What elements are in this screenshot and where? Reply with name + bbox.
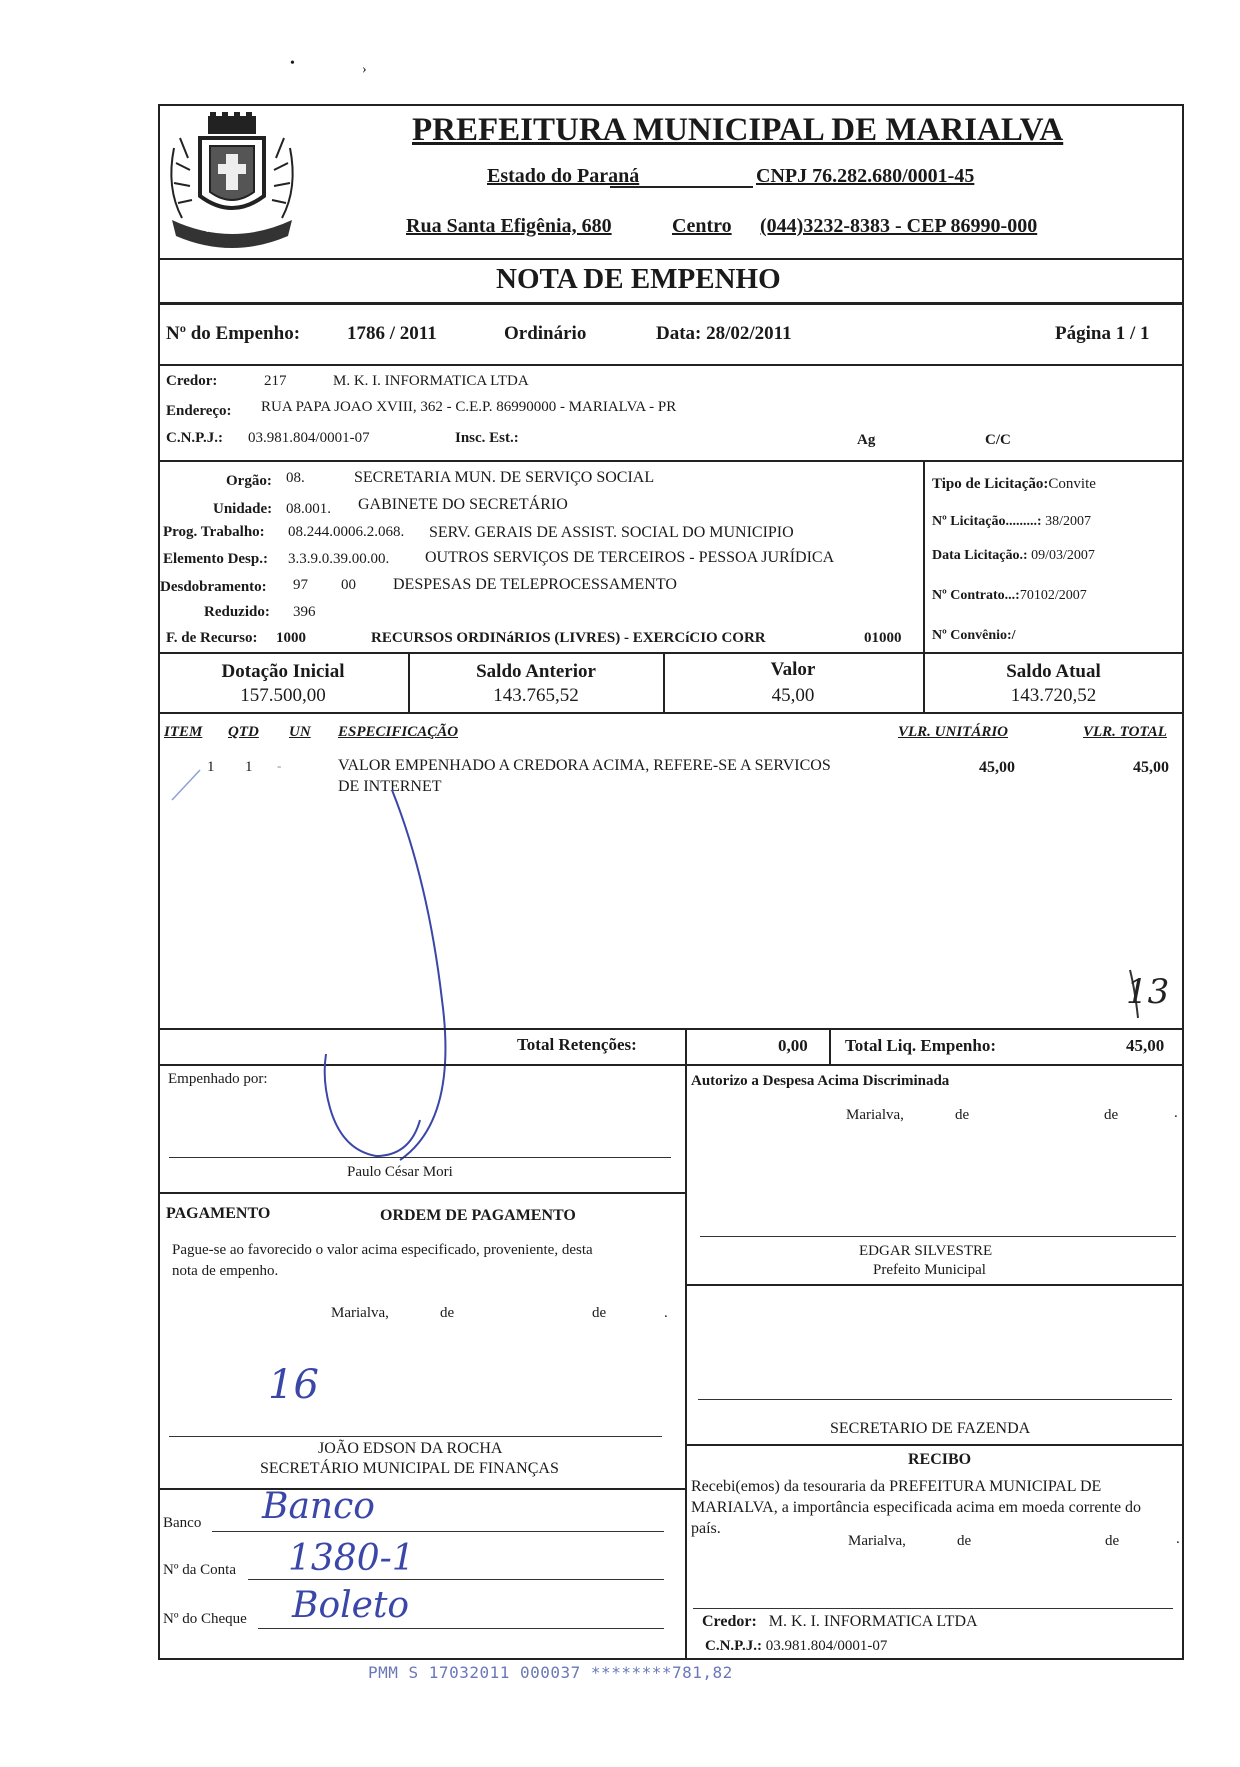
coat-of-arms-icon: [162, 108, 302, 258]
item-unit-value: 45,00: [979, 759, 1015, 776]
recibo-line2: MARIALVA, a importância especificada acima em moeda corrente do: [691, 1499, 1142, 1516]
col-item: ITEM: [164, 724, 203, 740]
divider-totals-2: [829, 1028, 831, 1064]
item-number: 1: [207, 759, 215, 775]
recibo-cnpj-label: C.N.P.J.:: [705, 1638, 762, 1654]
empenho-date: Data: 28/02/2011: [656, 323, 792, 344]
cheque-handwritten: Boleto: [292, 1585, 410, 1626]
seal-text: MARIALVA: [206, 224, 253, 234]
divider-credor: [158, 460, 1184, 462]
numero-licitacao-label: Nº Licitação.........:: [932, 514, 1042, 529]
pagamento-sign-line: [169, 1436, 662, 1437]
credor-cnpj: 03.981.804/0001-07: [248, 430, 370, 446]
reduzido-label: Reduzido:: [204, 604, 270, 620]
unidade-code: 08.001.: [286, 501, 331, 517]
col-spec: ESPECIFICAÇÃO: [338, 724, 459, 740]
pagamento-city: Marialva,: [331, 1305, 389, 1321]
prefeito-sign-line: [700, 1236, 1176, 1237]
reduzido-value: 396: [293, 604, 316, 620]
col-unit: VLR. UNITÁRIO: [898, 724, 1009, 740]
header-underline-gap: [610, 186, 753, 188]
empenhado-label: Empenhado por:: [168, 1071, 268, 1087]
desdobramento-b: 00: [341, 577, 356, 593]
header-phone-cep: (044)3232-8383 - CEP 86990-000: [760, 215, 1038, 237]
total-liq-label: Total Liq. Empenho:: [845, 1036, 996, 1055]
divider-lower-v: [685, 1064, 687, 1660]
recibo-credor: [702, 1613, 978, 1631]
header-cnpj: CNPJ 76.282.680/0001-45: [756, 165, 975, 187]
banco-handwritten: Banco: [262, 1486, 375, 1527]
autorizo-label: Autorizo a Despesa Acima Discriminada: [691, 1073, 950, 1089]
recibo-title: RECIBO: [908, 1451, 972, 1468]
total-retencoes-value: 0,00: [778, 1036, 808, 1055]
pagamento-de2: de: [592, 1305, 607, 1321]
recurso-num: 01000: [864, 630, 902, 646]
pagamento-text-line1: Pague-se ao favorecido o valor acima especificado, proveniente, desta: [172, 1242, 593, 1258]
divider-prefeito: [686, 1284, 1184, 1286]
elemento-name: OUTROS SERVIÇOS DE TERCEIROS - PESSOA JURÍDICA: [425, 549, 835, 566]
recibo-de1: de: [957, 1533, 972, 1549]
divider-title: [158, 302, 1184, 305]
pagamento-dot: .: [664, 1305, 668, 1321]
saldo-atual-value: 143.720,52: [1010, 685, 1097, 706]
elemento-code: 3.3.9.0.39.00.00.: [288, 551, 390, 567]
header-state: Estado do Paraná: [487, 165, 640, 187]
recurso-label: F. de Recurso:: [166, 630, 258, 646]
orgao-code: 08.: [286, 470, 305, 486]
saldo-atual-label: Saldo Atual: [1006, 661, 1101, 682]
empenho-label: Nº do Empenho:: [166, 323, 301, 344]
prog-label: Prog. Trabalho:: [163, 524, 265, 540]
pagamento-text-line2: nota de empenho.: [172, 1263, 279, 1279]
recurso-name: RECURSOS ORDINáRIOS (LIVRES) - EXERCíCIO CORR: [371, 630, 766, 646]
cheque-label: Nº do Cheque: [163, 1611, 247, 1627]
item-total-value: 45,00: [1133, 759, 1169, 776]
banco-line: [212, 1531, 664, 1532]
banco-label: Banco: [163, 1515, 202, 1531]
tipo-licitacao-value: Convite: [1048, 476, 1096, 492]
insc-label: Insc. Est.:: [455, 430, 519, 446]
elemento-label: Elemento Desp.:: [163, 551, 268, 567]
recurso-code: 1000: [276, 630, 306, 646]
prog-name: SERV. GERAIS DE ASSIST. SOCIAL DO MUNICIPIO: [429, 524, 794, 541]
col-total: VLR. TOTAL: [1083, 724, 1167, 740]
pagamento-label: PAGAMENTO: [166, 1205, 271, 1222]
doc-title: NOTA DE EMPENHO: [496, 263, 781, 295]
prefeito-role: Prefeito Municipal: [873, 1262, 986, 1278]
saldo-valor-value: 45,00: [771, 685, 815, 706]
conta-handwritten: 1380-1: [288, 1538, 415, 1579]
cheque-line: [258, 1628, 664, 1629]
recibo-cnpj: [705, 1638, 887, 1655]
divider-items: [158, 1028, 1184, 1030]
endereco-label: Endereço:: [166, 403, 232, 419]
prefeito-name: EDGAR SILVESTRE: [859, 1243, 993, 1259]
divider-totals-1: [685, 1028, 687, 1064]
credor-endereco: RUA PAPA JOAO XVIII, 362 - C.E.P. 86990000 - MARIALVA - PR: [261, 399, 677, 415]
convenio-label: Nº Convênio:/: [932, 628, 1016, 643]
unidade-name: GABINETE DO SECRETÁRIO: [358, 496, 568, 513]
handwritten-initials: 16: [268, 1362, 319, 1408]
orgao-name: SECRETARIA MUN. DE SERVIÇO SOCIAL: [354, 469, 655, 486]
header-address: Rua Santa Efigênia, 680: [406, 215, 612, 237]
header-title: PREFEITURA MUNICIPAL DE MARIALVA: [412, 112, 1064, 148]
ag-label: Ag: [857, 432, 876, 448]
autorizo-city: Marialva,: [846, 1107, 904, 1123]
item-un: -: [277, 758, 282, 773]
empenho-number: 1786 / 2011: [347, 323, 437, 344]
divider-empenho: [158, 364, 1184, 366]
autorizo-de2: de: [1104, 1107, 1119, 1123]
desdobramento-label: Desdobramento:: [160, 579, 267, 595]
numero-licitacao-value: 38/2007: [1045, 514, 1091, 529]
divider-budget: [158, 652, 1184, 654]
recibo-line1: Recebi(emos) da tesouraria da PREFEITURA MUNICIPAL DE: [691, 1478, 1102, 1495]
divider-header: [158, 258, 1184, 260]
cnpj-label: C.N.P.J.:: [166, 430, 223, 446]
divider-budget-v: [923, 460, 925, 652]
autorizo-dot: .: [1174, 1105, 1178, 1121]
handwritten-strokes-icon: [160, 740, 1190, 1170]
saldo-anterior-label: Saldo Anterior: [476, 661, 596, 682]
recibo-dot: .: [1176, 1531, 1180, 1547]
divider-totals: [158, 1064, 1184, 1066]
contrato-label: Nº Contrato...:: [932, 588, 1020, 603]
credor-code: 217: [264, 373, 287, 389]
unidade-label: Unidade:: [213, 501, 273, 517]
data-licitacao-label: Data Licitação.:: [932, 548, 1028, 563]
credor-name: M. K. I. INFORMATICA LTDA: [333, 373, 529, 389]
header-district: Centro: [672, 215, 732, 237]
pagamento-signer: JOÃO EDSON DA ROCHA: [318, 1440, 503, 1457]
conta-label: Nº da Conta: [163, 1562, 236, 1578]
top-stray-tick: ›: [362, 62, 367, 77]
recibo-cnpj-value: 03.981.804/0001-07: [765, 1638, 888, 1654]
numero-licitacao: [932, 514, 1091, 530]
empenho-page: Página 1 / 1: [1055, 323, 1150, 344]
top-stray-mark: •: [290, 56, 295, 71]
contrato: [932, 588, 1087, 604]
item-spec-line1: VALOR EMPENHADO A CREDORA ACIMA, REFERE-SE A SERVICOS: [338, 757, 831, 774]
recibo-de2: de: [1105, 1533, 1120, 1549]
tipo-licitacao: [932, 476, 1096, 493]
data-licitacao-value: 09/03/2007: [1031, 548, 1095, 563]
saldo-anterior-value: 143.765,52: [493, 685, 579, 706]
divider-pagamento: [158, 1488, 686, 1490]
saldo-dotacao-value: 157.500,00: [240, 685, 326, 706]
item-spec-line2: DE INTERNET: [338, 778, 442, 795]
divider-empenhado: [158, 1192, 686, 1194]
empenhado-name: Paulo César Mori: [347, 1164, 453, 1180]
recibo-city: Marialva,: [848, 1533, 906, 1549]
desdobramento-name: DESPESAS DE TELEPROCESSAMENTO: [393, 576, 677, 593]
saldo-dotacao-label: Dotação Inicial: [221, 661, 345, 682]
ordem-pagamento-label: ORDEM DE PAGAMENTO: [380, 1207, 576, 1224]
divider-saldos: [158, 712, 1184, 714]
data-licitacao: [932, 548, 1095, 564]
secretario-fazenda: SECRETARIO DE FAZENDA: [830, 1420, 1031, 1437]
cc-label: C/C: [985, 432, 1011, 448]
handwritten-page-number: 13: [1126, 972, 1170, 1012]
conta-line: [248, 1579, 664, 1580]
tipo-licitacao-label: Tipo de Licitação:: [932, 476, 1049, 492]
item-qtd: 1: [245, 759, 253, 775]
orgao-label: Orgão:: [226, 473, 272, 489]
fazenda-sign-line: [698, 1399, 1172, 1400]
pagamento-signer-role: SECRETÁRIO MUNICIPAL DE FINANÇAS: [260, 1460, 559, 1477]
col-qtd: QTD: [228, 724, 259, 740]
prog-code: 08.244.0006.2.068.: [288, 524, 405, 540]
desdobramento-a: 97: [293, 577, 308, 593]
credor-label: Credor:: [166, 373, 218, 389]
recibo-sign-line: [693, 1608, 1173, 1609]
autorizo-de1: de: [955, 1107, 970, 1123]
recibo-line3: país.: [691, 1520, 721, 1537]
recibo-credor-label: Credor:: [702, 1613, 757, 1630]
col-un: UN: [289, 724, 311, 740]
pagamento-de1: de: [440, 1305, 455, 1321]
total-liq-value: 45,00: [1126, 1036, 1165, 1055]
total-retencoes-label: Total Retenções:: [517, 1035, 637, 1054]
recibo-credor-name: M. K. I. INFORMATICA LTDA: [768, 1613, 978, 1630]
contrato-value: 70102/2007: [1019, 588, 1087, 603]
footer-stamp: PMM S 17032011 000037 ********781,82: [368, 1663, 733, 1682]
empenho-type: Ordinário: [504, 323, 587, 344]
signature-empenhado-icon: [320, 1050, 440, 1160]
empenhado-sign-line: [169, 1157, 671, 1158]
saldo-valor-label: Valor: [770, 659, 816, 680]
divider-fazenda: [686, 1444, 1184, 1446]
